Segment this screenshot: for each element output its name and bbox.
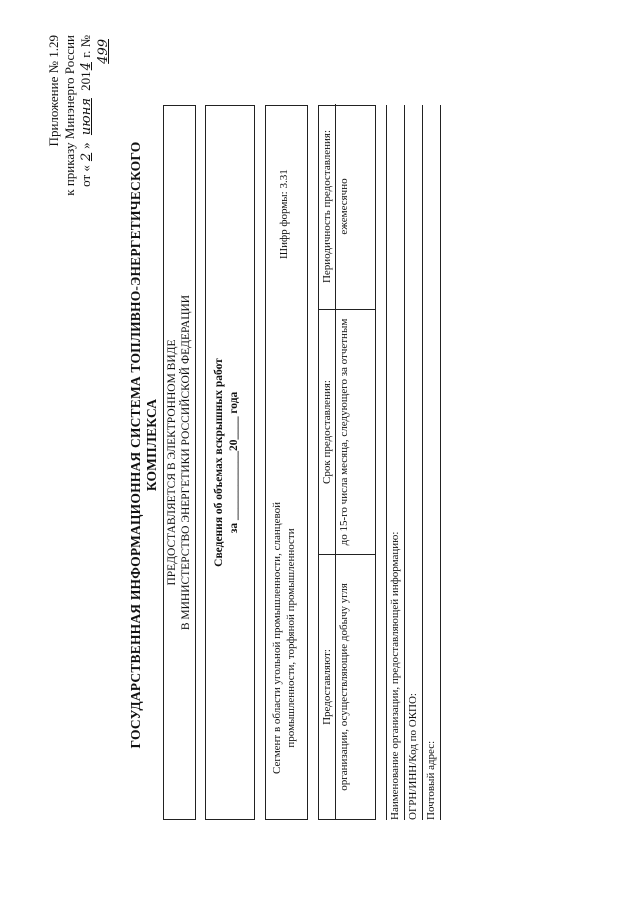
document-title: ГОСУДАРСТВЕННАЯ ИНФОРМАЦИОННАЯ СИСТЕМА ТОПЛИВНО-ЭНЕРГЕТИЧЕСКОГО КОМПЛЕКСА [128,141,159,749]
date-suffix: г. № [78,35,93,58]
segment-box [265,105,308,820]
date-prefix: от « [78,165,93,187]
table-header-providers: Предоставляют: [319,555,336,819]
appendix-number: Приложение № 1.29 [46,35,61,147]
segment-line-2: промышленности, торфяной промышленности [285,528,297,748]
table-value-frequency: ежемесячно [338,178,350,235]
submission-notice-line-2: В МИНИСТЕРСТВО ЭНЕРГЕТИКИ РОССИЙСКОЙ ФЕДЕРАЦИИ [180,294,192,631]
table-value-deadline: до 15-го числа месяца, следующего за отчетным [338,318,350,546]
org-address-row [423,105,441,820]
organization-block [386,105,441,820]
table-header-frequency: Периодичность предоставления: [319,104,336,309]
submission-notice-box [163,105,196,820]
org-ogrn-label: ОГРН/ИНН/Код по ОКПО: [407,693,419,820]
appendix-date-line [78,35,112,205]
appendix-header [46,35,112,205]
date-day: 2 [79,152,94,162]
org-name-label: Наименование организации, предоставляющей информацию: [389,531,401,820]
segment-text [270,463,298,813]
date-year: 201 [78,71,93,91]
report-title-box [205,105,255,820]
order-number: 499 [96,39,111,64]
org-ogrn-row [405,105,423,820]
table-col-providers [319,554,375,819]
org-name-row [386,105,405,820]
org-address-label: Почтовый адрес: [425,740,437,820]
table-header-deadline: Срок предоставления: [319,310,336,554]
date-year-digit: 4 [79,62,94,71]
report-title: Сведения об объемах вскрышных работ [213,358,225,567]
segment-line-1: Сегмент в области угольной промышленности, сланцевой [271,502,283,775]
report-period: за ____________20____ года [228,391,240,534]
table-col-frequency [319,104,375,309]
submission-notice-line-1: ПРЕДОСТАВЛЯЕТСЯ В ЭЛЕКТРОННОМ ВИДЕ [166,339,178,586]
submission-table [318,105,376,820]
table-col-deadline [319,309,375,554]
table-value-providers: организации, осуществляющие добычу угля [338,583,350,791]
date-month: июня [79,98,94,136]
date-mid: » [78,142,93,149]
appendix-order-ref: к приказу Минэнерго России [62,35,77,196]
form-cipher: Шифр формы: 3.31 [278,169,290,259]
